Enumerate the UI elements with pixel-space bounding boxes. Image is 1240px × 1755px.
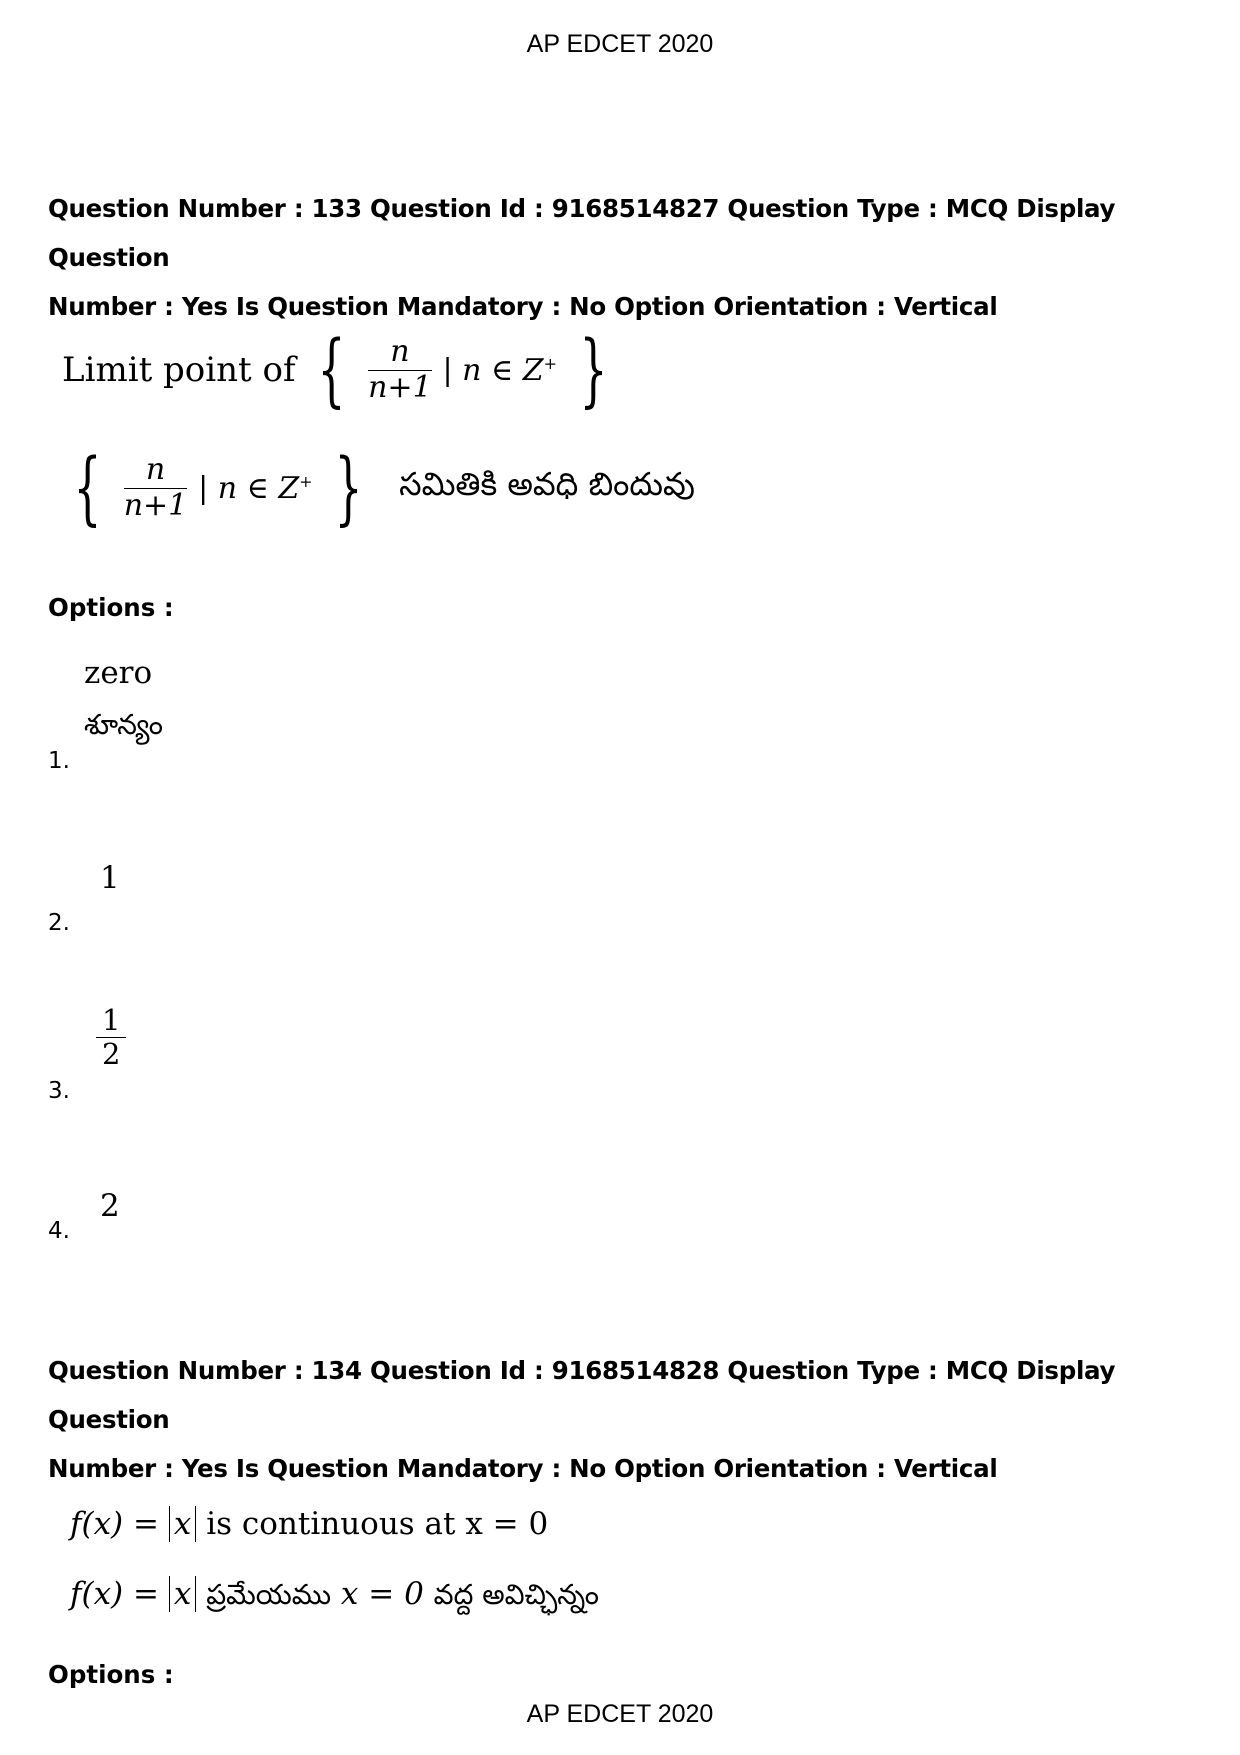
option-4-number: 4. (48, 1218, 70, 1244)
option-4-value: 2 (100, 1188, 120, 1224)
fraction-numerator: n (124, 453, 188, 489)
telugu-word-2: వద్ద అవిచ్ఛిన్నం (433, 1578, 599, 1611)
question-134-options-label: Options : (48, 1660, 174, 1689)
absolute-value: x (169, 1576, 196, 1612)
equation: x = 0 (340, 1576, 424, 1612)
fraction-numerator: n (368, 335, 432, 371)
set-fraction (124, 453, 188, 523)
right-brace: } (579, 323, 608, 416)
question-133-stem-english (62, 323, 619, 416)
stem-prefix: Limit point of (62, 350, 296, 390)
question-134-meta (48, 1346, 1208, 1493)
question-133-meta (48, 184, 1208, 331)
left-brace: { (317, 323, 346, 416)
option-1-telugu: శూన్యం (84, 708, 163, 741)
stem-rest: is continuous at x = 0 (206, 1506, 549, 1542)
function-expression: f(x) = (70, 1506, 159, 1542)
fraction-denominator: n+1 (123, 487, 188, 523)
question-133-stem-telugu (62, 441, 695, 534)
question-134-stem-telugu (70, 1576, 599, 1618)
question-134-meta-line2: Number : Yes Is Question Mandatory : No Option Orientation : Vertical (48, 1454, 998, 1483)
set-condition: | n ∈ Z+ (442, 352, 557, 388)
right-brace: } (334, 441, 363, 534)
question-133-meta-line1: Question Number : 133 Question Id : 9168514827 Question Type : MCQ Display Question (48, 194, 1116, 272)
option-3-denominator: 2 (102, 1037, 121, 1072)
page-header: AP EDCET 2020 (526, 30, 714, 58)
option-1-english: zero (84, 655, 153, 691)
question-134-meta-line1: Question Number : 134 Question Id : 9168514828 Question Type : MCQ Display Question (48, 1356, 1116, 1434)
absolute-value: x (169, 1506, 196, 1542)
question-133-options-label: Options : (48, 593, 174, 622)
question-133-meta-line2: Number : Yes Is Question Mandatory : No Option Orientation : Vertical (48, 292, 998, 321)
stem-telugu-text: సమితికి అవధి బిందువు (399, 465, 695, 503)
question-134-stem-english (70, 1506, 548, 1542)
option-3-number: 3. (48, 1078, 70, 1104)
option-2-value: 1 (100, 860, 120, 896)
fraction-denominator: n+1 (368, 369, 432, 405)
function-expression: f(x) = (70, 1576, 159, 1612)
left-brace: { (73, 441, 102, 534)
option-1-number: 1. (48, 748, 70, 774)
page-footer: AP EDCET 2020 (526, 1700, 714, 1728)
option-3-fraction (96, 1004, 126, 1072)
set-condition: | n ∈ Z+ (198, 470, 313, 506)
option-2-number: 2. (48, 910, 70, 936)
set-fraction (368, 335, 432, 405)
option-3-numerator: 1 (96, 1004, 126, 1038)
telugu-word-1: ప్రమేయము (206, 1578, 332, 1611)
